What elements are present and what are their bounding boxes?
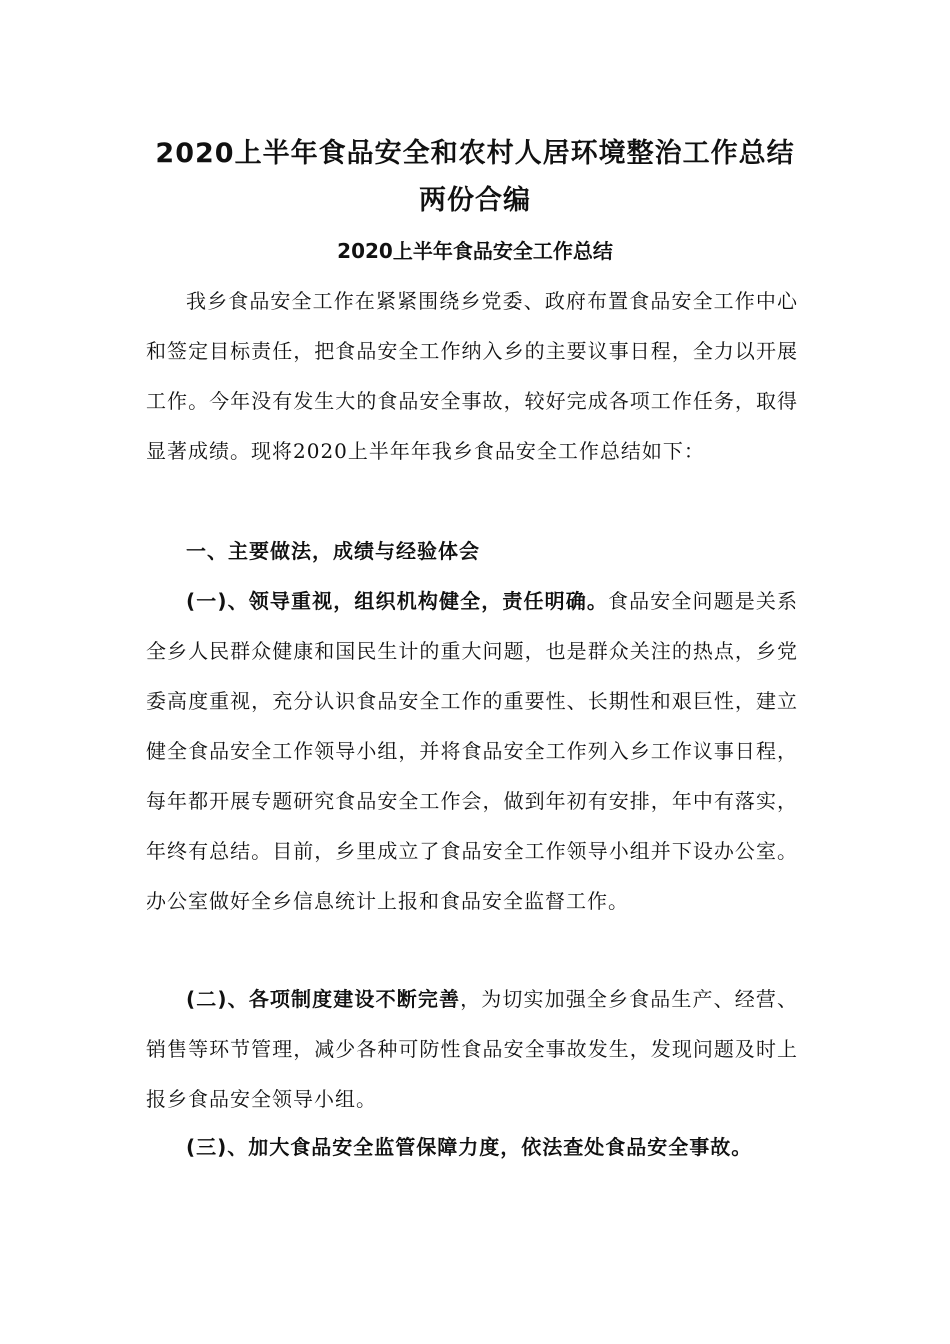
paragraph-supervision — [146, 1122, 798, 1172]
paragraph-systems-lead: (二)、各项制度建设不断完善 — [186, 987, 461, 1011]
document-title-line2: 两份合编 — [419, 185, 531, 216]
paragraph-systems-body: ，为切实加强全乡食品生产、经营、销售等环节管理，减少各种可防性食品安全事故发生，发现问题及时上报乡食品安全领导小组。 — [146, 987, 799, 1111]
paragraph-supervision-lead: (三)、加大食品安全监管保障力度，依法查处食品安全事故。 — [186, 1135, 753, 1159]
document-title-line1: 2020上半年食品安全和农村人居环境整治工作总结 — [155, 138, 795, 169]
section-heading-1: 一、主要做法，成绩与经验体会 — [186, 539, 480, 563]
paragraph-leadership-lead: (一)、领导重视，组织机构健全，责任明确。 — [186, 589, 608, 613]
paragraph-systems — [146, 974, 798, 1124]
document-subtitle: 2020上半年食品安全工作总结 — [337, 239, 613, 263]
paragraph-leadership-body: 食品安全问题是关系全乡人民群众健康和国民生计的重大问题，也是群众关注的热点，乡党委高度重视，充分认识食品安全工作的重要性、长期性和艰巨性，建立健全食品安全工作领导小组，并将食品安全工作列入乡工作议事日程，每年都开展专题研究食品安全工作会，做到年初有安排，年中有落实，年终有总结。目前，乡里成立了食品安全工作领导小组并下设办公室。办公室做好全乡信息统计上报和食品安全监督工作。 — [146, 589, 799, 913]
paragraph-intro: 我乡食品安全工作在紧紧围绕乡党委、政府布置食品安全工作中心和签定目标责任，把食品安全工作纳入乡的主要议事日程，全力以开展工作。今年没有发生大的食品安全事故，较好完成各项工作任务，取得显著成绩。现将2020上半年年我乡食品安全工作总结如下： — [146, 289, 798, 463]
paragraph-leadership — [146, 576, 798, 926]
